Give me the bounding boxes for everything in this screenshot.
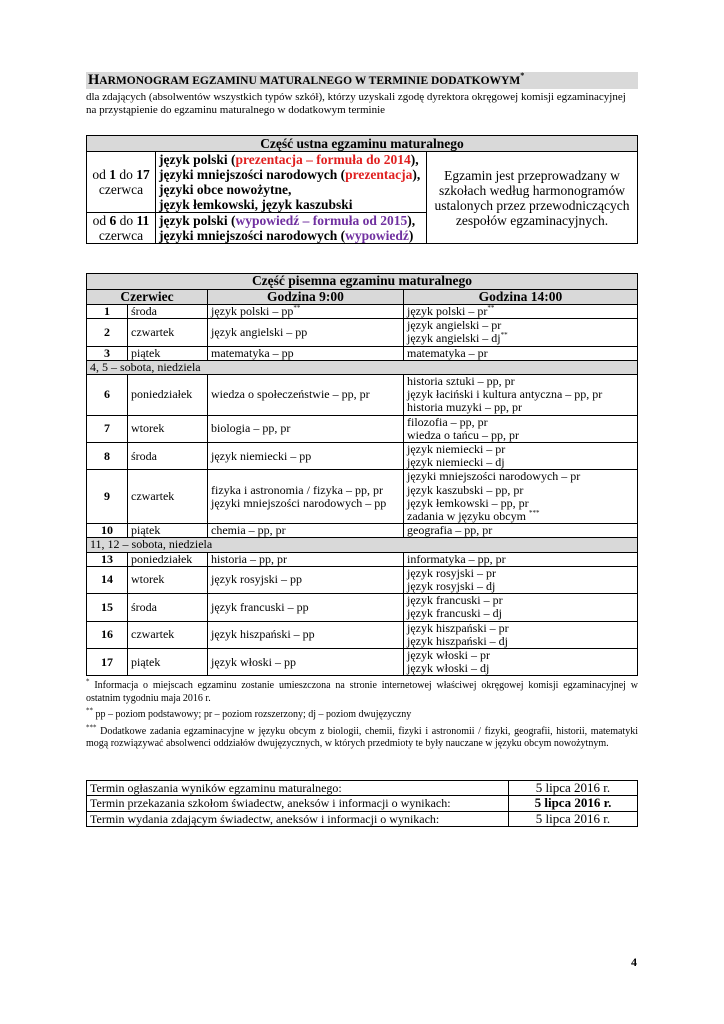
- subject-text: ),: [407, 213, 416, 228]
- day-number: 9: [87, 470, 128, 524]
- col-9: Godzina 9:00: [208, 289, 404, 305]
- oral-subjects-2: [156, 213, 427, 244]
- subject-text: ),: [412, 167, 421, 182]
- weekday: środa: [128, 305, 208, 319]
- exam-subject: historia sztuki – pp, pr: [407, 374, 515, 389]
- afternoon-exams: [404, 470, 638, 524]
- exam-subject: język francuski – pp: [211, 599, 309, 614]
- footnote-text: Informacja o miejscach egzaminu zostanie umieszczona na stronie internetowej właściwej okręgowej komisji egzaminacyjnej w ostatnim tygodniu maja 2016 r.: [86, 680, 638, 704]
- morning-exams: [208, 649, 404, 676]
- afternoon-exams: [404, 524, 638, 538]
- day-number: 15: [87, 594, 128, 621]
- afternoon-exams: [404, 415, 638, 442]
- footnote-mark: **: [86, 707, 93, 716]
- day-number: 2: [87, 319, 128, 346]
- morning-exams: [208, 552, 404, 566]
- footnote-text: pp – poziom podstawowy; pr – poziom rozszerzony; dj – poziom dwujęzyczny: [93, 709, 412, 721]
- exam-subject: język niemiecki – pr: [407, 442, 506, 457]
- table-row: [87, 305, 638, 319]
- exam-subject: język hiszpański – pp: [211, 627, 315, 642]
- day-number: 8: [87, 443, 128, 470]
- table-row: [87, 346, 638, 360]
- weekend-row: [87, 538, 638, 552]
- subject-text: ),: [410, 152, 419, 167]
- afternoon-exams: [404, 566, 638, 593]
- date-start: 1: [109, 167, 116, 182]
- afternoon-exams: [404, 443, 638, 470]
- subject-format: prezentacja – formuła do 2014: [235, 152, 411, 167]
- exam-subject: język łemkowski – pp, pr: [407, 495, 529, 510]
- afternoon-exams: [404, 319, 638, 346]
- morning-exams: [208, 621, 404, 648]
- exam-subject: język włoski – pp: [211, 654, 296, 669]
- afternoon-exams: [404, 649, 638, 676]
- afternoon-exams: [404, 346, 638, 360]
- table-row: [87, 415, 638, 442]
- weekday: czwartek: [128, 319, 208, 346]
- day-number: 14: [87, 566, 128, 593]
- subject-text: języki mniejszości narodowych (: [159, 228, 346, 243]
- result-row: [87, 780, 638, 796]
- weekend-label: 4, 5 – sobota, niedziela: [87, 360, 638, 374]
- footnote-mark: **: [293, 304, 301, 312]
- result-label: Termin przekazania szkołom świadectw, aneksów i informacji o wynikach:: [87, 796, 509, 812]
- col-month: Czerwiec: [87, 289, 208, 305]
- exam-subject: informatyka – pp, pr: [407, 551, 506, 566]
- exam-subject: język rosyjski – pr: [407, 565, 496, 580]
- table-row: [87, 649, 638, 676]
- exam-subject: wiedza o tańcu – pp, pr: [407, 427, 519, 442]
- morning-exams: [208, 305, 404, 319]
- exam-subject: geografia – pp, pr: [407, 523, 493, 538]
- table-row: [87, 552, 638, 566]
- subject-text: język polski (: [159, 213, 236, 228]
- morning-exams: [208, 470, 404, 524]
- exam-subject: język rosyjski – pp: [211, 572, 302, 587]
- exam-subject: język rosyjski – dj: [407, 579, 496, 594]
- weekend-row: [87, 360, 638, 374]
- oral-dates-2: [87, 213, 156, 244]
- footnote-mark: ***: [528, 509, 540, 518]
- table-row: [87, 594, 638, 621]
- morning-exams: [208, 346, 404, 360]
- date-text: do: [115, 167, 137, 182]
- weekday: poniedziałek: [128, 375, 208, 416]
- weekday: wtorek: [128, 415, 208, 442]
- exam-subject: język włoski – pr: [407, 648, 490, 663]
- footnote-2: [86, 709, 638, 722]
- day-number: 16: [87, 621, 128, 648]
- day-number: 6: [87, 375, 128, 416]
- weekday: piątek: [128, 346, 208, 360]
- result-label: Termin ogłaszania wyników egzaminu maturalnego:: [87, 780, 509, 796]
- result-label: Termin wydania zdającym świadectw, aneksów i informacji o wynikach:: [87, 811, 509, 827]
- exam-subject: zadania w języku obcym: [407, 509, 529, 524]
- table-row: [87, 566, 638, 593]
- oral-exam-table: [86, 135, 638, 244]
- table-row: [87, 621, 638, 648]
- morning-exams: [208, 594, 404, 621]
- morning-exams: [208, 443, 404, 470]
- subject-text: języki mniejszości narodowych (: [159, 167, 346, 182]
- oral-dates-1: [87, 152, 156, 213]
- day-number: 1: [87, 305, 128, 319]
- footnote-text: Dodatkowe zadania egzaminacyjne w języku obcym z biologii, chemii, fizyki i astronomii / fizyki, geografii, historii, matematyki mogą rozwiązywać absolwenci oddziałów dwujęzycznych, w których przedmioty te były nauczane w języku obcym nowożytnym.: [86, 725, 638, 750]
- date-text: od: [92, 167, 110, 182]
- day-number: 10: [87, 524, 128, 538]
- weekday: wtorek: [128, 566, 208, 593]
- footnote-3: [86, 723, 638, 751]
- date-text: od: [92, 213, 110, 228]
- subject-format: wypowiedź – formuła od 2015: [235, 213, 408, 228]
- table-row: [87, 524, 638, 538]
- intro-text: dla zdających (absolwentów wszystkich typów szkół), którzy uzyskali zgodę dyrektora okręgowej komisji egzaminacyjnej na przystąpienie do egzaminu maturalnego w dodatkowym terminie: [86, 91, 626, 116]
- exam-subject: język francuski – pr: [407, 593, 503, 608]
- col-14: Godzina 14:00: [404, 289, 638, 305]
- exam-subject: fizyka i astronomia / fizyka – pp, pr: [211, 482, 383, 497]
- date-start: 6: [109, 213, 117, 228]
- weekday: środa: [128, 594, 208, 621]
- exam-subject: historia muzyki – pp, pr: [407, 400, 522, 415]
- subject-format: wypowiedź: [345, 228, 409, 243]
- exam-subject: język włoski – dj: [407, 661, 490, 676]
- document-page: [86, 72, 638, 827]
- footnote-mark: **: [500, 331, 508, 340]
- title-text: ARMONOGRAM EGZAMINU MATURALNEGO W TERMINIE DODATKOWYM: [99, 75, 521, 87]
- subject-text: język łemkowski, język kaszubski: [159, 197, 353, 212]
- morning-exams: [208, 566, 404, 593]
- exam-subject: język hiszpański – pr: [407, 620, 509, 635]
- morning-exams: [208, 375, 404, 416]
- footnote-mark: **: [487, 304, 495, 312]
- table-row: [87, 319, 638, 346]
- subject-text: język polski (: [159, 152, 236, 167]
- subject-format: prezentacja: [345, 167, 413, 182]
- title-footnote-mark: *: [520, 71, 525, 81]
- weekend-label: 11, 12 – sobota, niedziela: [87, 538, 638, 552]
- date-month: czerwca: [98, 182, 144, 197]
- afternoon-exams: [404, 621, 638, 648]
- exam-subject: biologia – pp, pr: [211, 421, 291, 436]
- exam-subject: matematyka – pp: [211, 345, 294, 360]
- title-initial: H: [88, 72, 100, 88]
- day-number: 17: [87, 649, 128, 676]
- exam-subject: język angielski – dj: [407, 331, 501, 346]
- exam-subject: język angielski – pr: [407, 318, 502, 333]
- exam-subject: historia – pp, pr: [211, 551, 287, 566]
- exam-subject: języki mniejszości narodowych – pp: [211, 495, 387, 510]
- exam-subject: język niemiecki – dj: [407, 455, 505, 470]
- morning-exams: [208, 415, 404, 442]
- subject-text: języki obce nowożytne,: [159, 182, 292, 197]
- results-table: [86, 780, 638, 828]
- morning-exams: [208, 524, 404, 538]
- oral-header: Część ustna egzaminu maturalnego: [87, 136, 638, 152]
- afternoon-exams: [404, 375, 638, 416]
- weekday: poniedziałek: [128, 552, 208, 566]
- exam-subject: matematyka – pr: [407, 345, 488, 360]
- table-row: [87, 375, 638, 416]
- day-number: 13: [87, 552, 128, 566]
- page-number: 4: [631, 955, 637, 969]
- table-row: [87, 443, 638, 470]
- weekday: piątek: [128, 524, 208, 538]
- exam-subject: język hiszpański – dj: [407, 633, 508, 648]
- oral-note: Egzamin jest przeprowadzany w szkołach według harmonogramów ustalonych przez przewodniczących zespołów egzaminacyjnych.: [427, 152, 638, 244]
- afternoon-exams: [404, 594, 638, 621]
- weekday: czwartek: [128, 621, 208, 648]
- result-row: [87, 811, 638, 827]
- weekday: środa: [128, 443, 208, 470]
- footnote-1: [86, 680, 638, 705]
- exam-subject: język łaciński i kultura antyczna – pp, pr: [407, 387, 603, 402]
- afternoon-exams: [404, 552, 638, 566]
- result-row: [87, 796, 638, 812]
- page-title: [86, 72, 638, 89]
- written-header: Część pisemna egzaminu maturalnego: [87, 274, 638, 290]
- weekday: czwartek: [128, 470, 208, 524]
- result-date: 5 lipca 2016 r.: [509, 780, 638, 796]
- exam-subject: język angielski – pp: [211, 324, 308, 339]
- exam-subject: język kaszubski – pp, pr: [407, 482, 524, 497]
- morning-exams: [208, 319, 404, 346]
- exam-subject: język polski – pr: [407, 304, 488, 318]
- result-date: 5 lipca 2016 r.: [509, 811, 638, 827]
- exam-subject: język polski – pp: [211, 304, 294, 318]
- table-row: [87, 470, 638, 524]
- exam-subject: języki mniejszości narodowych – pr: [407, 469, 581, 484]
- date-text: do: [116, 213, 137, 228]
- footnote-mark: ***: [86, 723, 97, 732]
- date-end: 11: [136, 213, 150, 228]
- day-number: 7: [87, 415, 128, 442]
- footnote-mark: *: [86, 678, 90, 687]
- exam-subject: filozofia – pp, pr: [407, 414, 488, 429]
- exam-subject: język francuski – dj: [407, 606, 502, 621]
- day-number: 3: [87, 346, 128, 360]
- result-date: 5 lipca 2016 r.: [509, 796, 638, 812]
- exam-subject: chemia – pp, pr: [211, 523, 286, 538]
- afternoon-exams: [404, 305, 638, 319]
- weekday: piątek: [128, 649, 208, 676]
- exam-subject: wiedza o społeczeństwie – pp, pr: [211, 387, 370, 402]
- oral-subjects-1: [156, 152, 427, 213]
- exam-subject: język niemiecki – pp: [211, 448, 312, 463]
- date-end: 17: [136, 167, 150, 182]
- written-exam-table: [86, 273, 638, 676]
- date-month: czerwca: [98, 228, 144, 243]
- footnotes: [86, 680, 638, 751]
- subject-text: ): [408, 228, 414, 243]
